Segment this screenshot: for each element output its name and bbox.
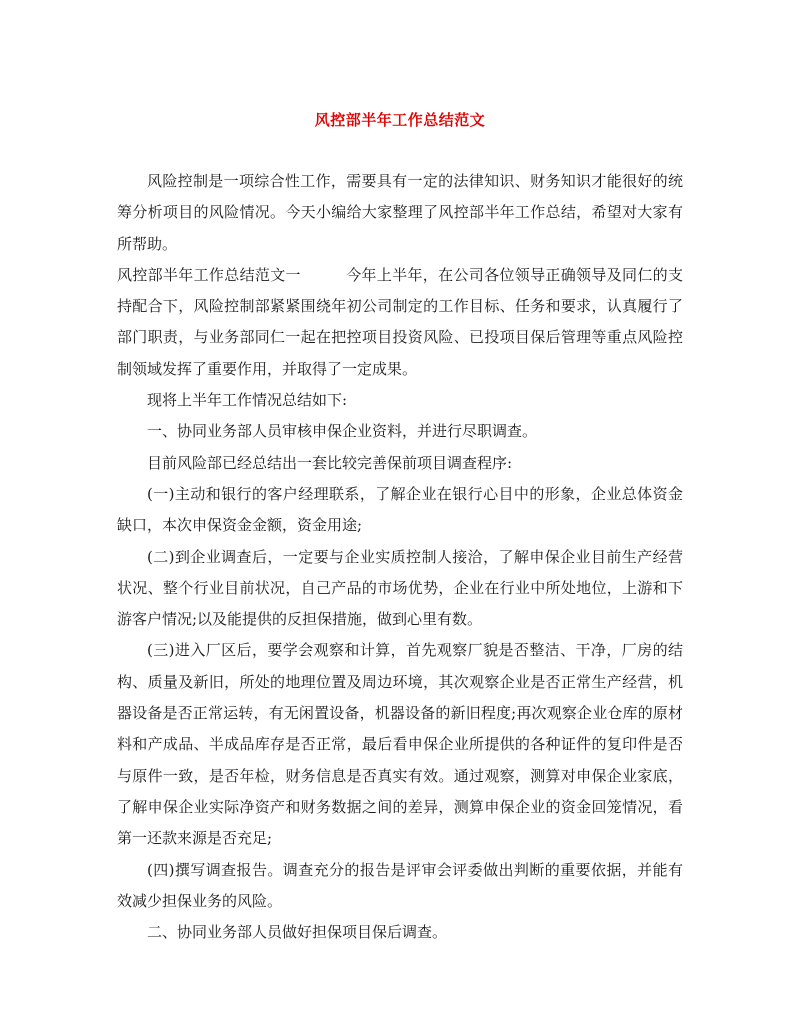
paragraph-procedure-lead: 目前风险部已经总结出一套比较完善保前项目调查程序: bbox=[147, 453, 513, 472]
paragraph-step-4: (四)撰写调查报告。调查充分的报告是评审会评委做出判断的重要依据，并能有效减少担保业务的风险。 bbox=[117, 860, 683, 910]
paragraph-step-2: (二)到企业调查后，一定要与企业实质控制人接洽，了解申保企业目前生产经营状况、整个行业目前状况，自己产品的市场优势，企业在行业中所处地位，上游和下游客户情况;以及能提供的反担保措施，做到心里有数。 bbox=[117, 547, 683, 629]
section-body: 今年上半年，在公司各位领导正确领导及同仁的支持配合下，风险控制部紧紧围绕年初公司制定的工作目标、任务和要求，认真履行了部门职责，与业务部同仁一起在把控项目投资风险、已投项目保后管理等重点风险控制领域发挥了重要作用，并取得了一定成果。 bbox=[117, 265, 683, 378]
paragraph-summary-lead: 现将上半年工作情况总结如下: bbox=[147, 391, 348, 410]
paragraph-item-two: 二、协同业务部人员做好担保项目保后调查。 bbox=[147, 923, 448, 942]
paragraph-section-one bbox=[117, 260, 683, 385]
paragraph-intro: 风险控制是一项综合性工作，需要具有一定的法律知识、财务知识才能很好的统筹分析项目的风险情况。今天小编给大家整理了风控部半年工作总结，希望对大家有所帮助。 bbox=[117, 172, 683, 253]
paragraph-item-one: 一、协同业务部人员审核申保企业资料，并进行尽职调查。 bbox=[147, 422, 538, 441]
paragraph-step-3: (三)进入厂区后，要学会观察和计算，首先观察厂貌是否整洁、干净，厂房的结构、质量及新旧，所处的地理位置及周边环境，其次观察企业是否正常生产经营，机器设备是否正常运转，有无闲置设备，机器设备的新旧程度;再次观察企业仓库的原材料和产成品、半成品库存是否正常，最后看申保企业所提供的各种证件的复印件是否与原件一致，是否年检，财务信息是否真实有效。通过观察，测算对申保企业家底，了解申保企业实际净资产和财务数据之间的差异，测算申保企业的资金回笼情况，看第一还款来源是否充足; bbox=[117, 641, 683, 848]
paragraph-step-1: (一)主动和银行的客户经理联系，了解企业在银行心目中的形象，企业总体资金缺口，本次申保资金金额，资金用途; bbox=[117, 484, 683, 535]
document-title: 风控部半年工作总结范文 bbox=[314, 111, 486, 129]
document-body bbox=[117, 166, 683, 948]
section-heading: 风控部半年工作总结范文一 bbox=[117, 265, 301, 284]
